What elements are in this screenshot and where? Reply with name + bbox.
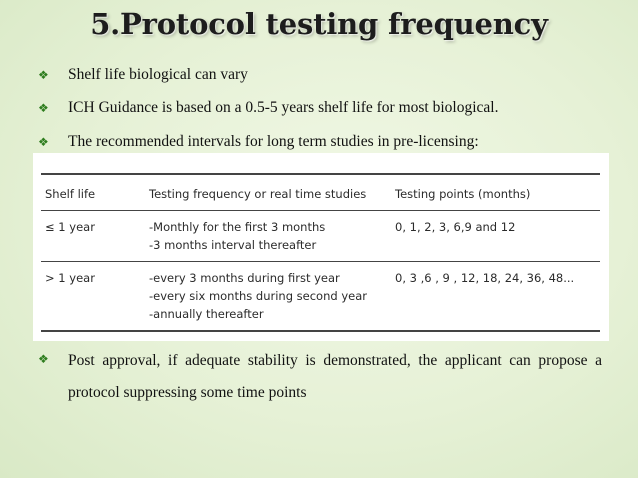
slide-title: 5.Protocol testing frequency: [90, 7, 548, 41]
table-row: [41, 211, 600, 262]
diamond-bullet-icon: ❖: [38, 135, 49, 149]
bullet-item: [38, 128, 602, 156]
column-header-shelf-life: Shelf life: [41, 174, 145, 211]
bullet-item: [38, 345, 602, 409]
frequency-line: -every 3 months during first year: [149, 271, 340, 285]
bullet-text: The recommended intervals for long term studies in pre-licensing:: [68, 133, 479, 150]
table-row: [41, 262, 600, 332]
frequency-line: -Monthly for the first 3 months: [149, 220, 326, 234]
testing-points-cell: 0, 3 ,6 , 9 , 12, 18, 24, 36, 48...: [391, 262, 600, 332]
shelf-life-cell: > 1 year: [41, 262, 145, 332]
frequency-line: -annually thereafter: [149, 307, 264, 321]
table-header-row: [41, 174, 600, 211]
bullet-item: [38, 61, 602, 89]
diamond-bullet-icon: ❖: [38, 68, 49, 82]
diamond-bullet-icon: ❖: [38, 101, 49, 115]
diamond-bullet-icon: ❖: [38, 352, 49, 366]
frequency-cell: [145, 262, 391, 332]
bullet-text: Shelf life biological can vary: [68, 66, 248, 83]
bullet-text: Post approval, if adequate stability is demonstrated, the applicant can propose a protocol suppressing some time points: [68, 352, 602, 401]
bullet-item: [38, 94, 602, 122]
shelf-life-cell: ≤ 1 year: [41, 211, 145, 262]
bullet-text: ICH Guidance is based on a 0.5-5 years shelf life for most biological.: [68, 99, 499, 116]
frequency-cell: [145, 211, 391, 262]
frequency-line: -every six months during second year: [149, 289, 367, 303]
column-header-testing-frequency: Testing frequency or real time studies: [145, 174, 391, 211]
column-header-testing-points: Testing points (months): [391, 174, 600, 211]
testing-frequency-table-image: [33, 153, 609, 341]
frequency-line: -3 months interval thereafter: [149, 238, 317, 252]
testing-points-cell: 0, 1, 2, 3, 6,9 and 12: [391, 211, 600, 262]
testing-frequency-table: [41, 173, 600, 332]
